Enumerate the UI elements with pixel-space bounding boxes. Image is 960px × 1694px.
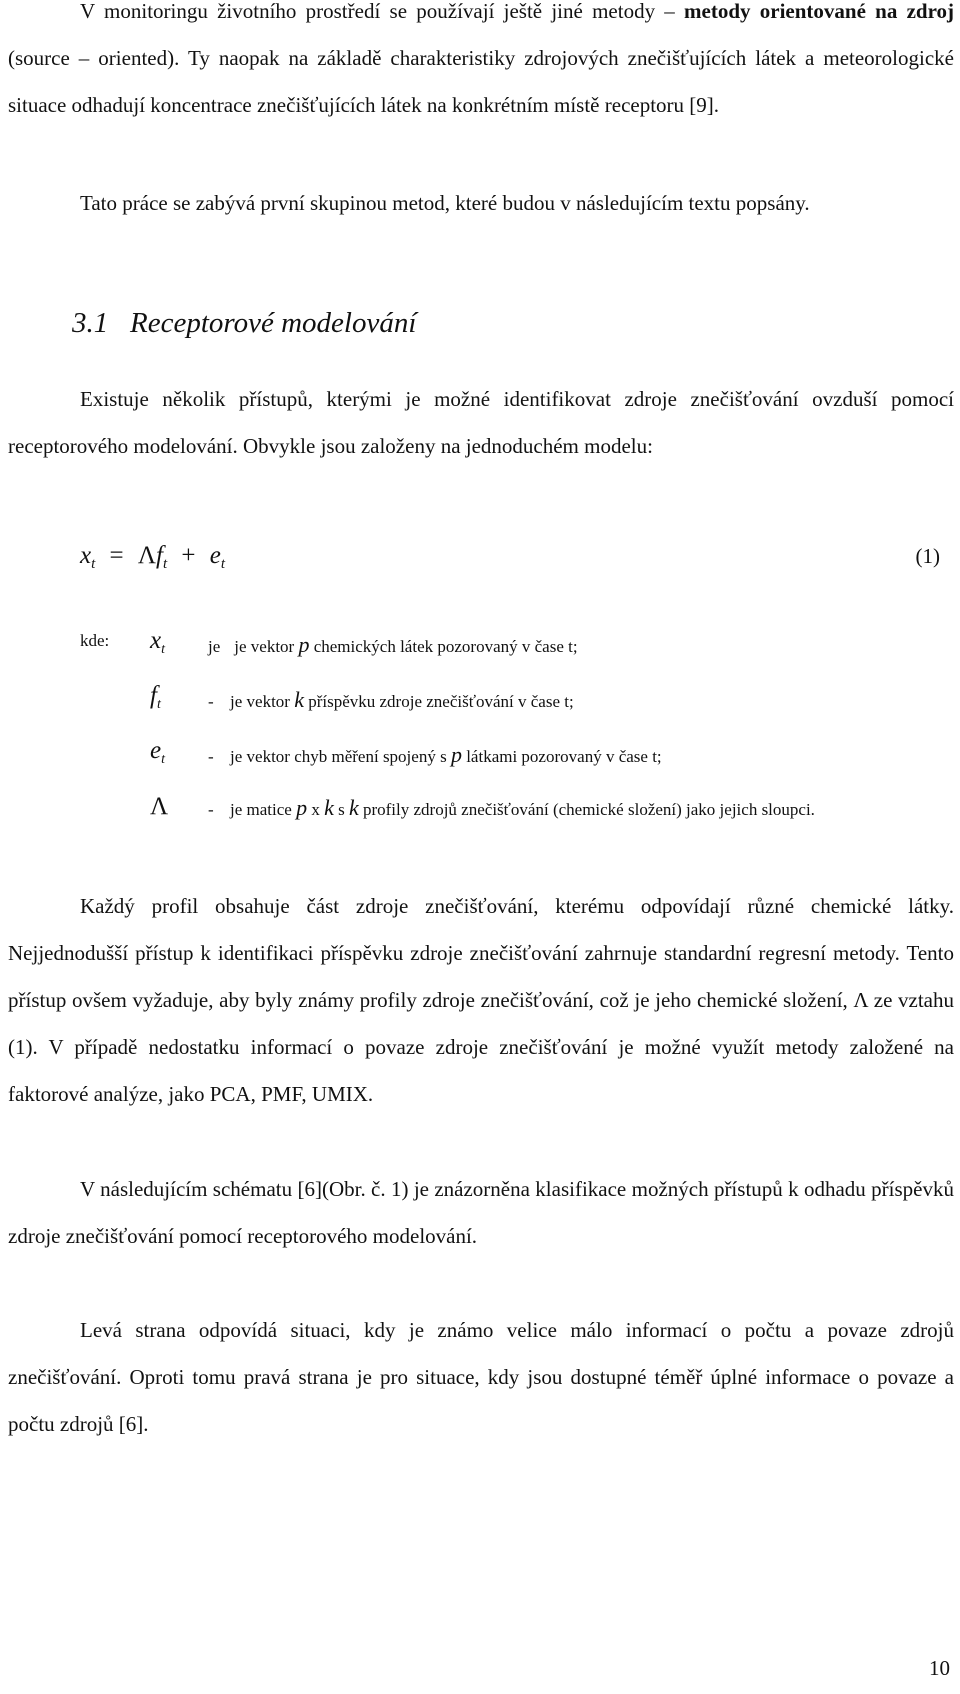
equation-row: [80, 542, 940, 582]
eq-x-sub: t: [91, 556, 96, 572]
eq-f: f: [156, 542, 163, 569]
paragraph-scope: Tato práce se zabývá první skupinou metod, které budou v následujícím textu popsány.: [80, 191, 810, 215]
eq-x: x: [80, 542, 92, 569]
eq-f-sub: t: [162, 556, 168, 572]
paragraph-scheme: V následujícím schématu [6](Obr. č. 1) je znázorněna klasifikace možných přístupů k odhadu příspěvků zdroje znečišťování pomocí receptorového modelování.: [8, 1177, 954, 1248]
def-text-f: - je vektor k příspěvku zdroje znečišťování v čase t;: [208, 687, 574, 712]
def-text-x: je je vektor p chemických látek pozorovaný v čase t;: [208, 632, 578, 657]
eq-e: e: [209, 542, 221, 569]
def-symbol-x: $x_t$: [150, 627, 165, 657]
def-text-e: - je vektor chyb měření spojený s p látkami pozorovaný v čase t;: [208, 742, 662, 767]
equation: [80, 542, 225, 573]
eq-equals: =: [109, 542, 124, 569]
page-number: 10: [929, 1656, 950, 1680]
paragraph-sides: Levá strana odpovídá situaci, kdy je známo velice málo informací o počtu a povaze zdrojů znečišťování. Oproti tomu pravá strana je pro situace, kdy jsou dostupné téměř úplné informace o povaze a počtu zdrojů [6].: [8, 1318, 954, 1436]
intro-bold-term: metody orientované na zdroj: [684, 0, 954, 23]
section-heading: [72, 307, 416, 340]
eq-e-sub: t: [220, 556, 226, 572]
paragraph-intro: [8, 0, 954, 129]
def-symbol-lambda: Λ: [150, 793, 169, 820]
section-title: Receptorové modelování: [130, 307, 417, 339]
intro-text-start: V monitoringu životního prostředí se používají ještě jiné metody –: [80, 0, 685, 23]
def-symbol-f: $f_t$: [150, 682, 161, 712]
def-text-lambda: - je matice p x k s k profily zdrojů znečišťování (chemické složení) jako jejich sloupci.: [208, 795, 815, 820]
equation-number: (1): [915, 544, 940, 568]
eq-lambda: Λ: [137, 542, 157, 569]
definitions-label: kde:: [80, 631, 110, 650]
def-symbol-e: $e_t$: [150, 737, 165, 767]
intro-text-end: (source – oriented). Ty naopak na základě charakteristiky zdrojových znečišťujících látek a meteorologické situace odhadují koncentrace znečišťujících látek na konkrétním místě receptoru [9].: [8, 46, 954, 117]
paragraph-approaches: Existuje několik přístupů, kterými je možné identifikovat zdroje znečišťování ovzduší pomocí receptorového modelování. Obvykle jsou založeny na jednoduchém modelu:: [8, 387, 954, 458]
eq-plus: +: [181, 542, 196, 569]
paragraph-profiles: Každý profil obsahuje část zdroje znečišťování, kterému odpovídají různé chemické látky. Nejjednodušší přístup k identifikaci příspěvku zdroje znečišťování zahrnuje standardní regresní metody. Tento přístup ovšem vyžaduje, aby byly známy profily zdroje znečišťování, což je jeho chemické složení, Λ ze vztahu (1). V případě nedostatku informací o povaze zdroje znečišťování je možné využít metody založené na faktorové analýze, jako PCA, PMF, UMIX.: [8, 894, 954, 1106]
section-number: 3.1: [72, 307, 109, 339]
